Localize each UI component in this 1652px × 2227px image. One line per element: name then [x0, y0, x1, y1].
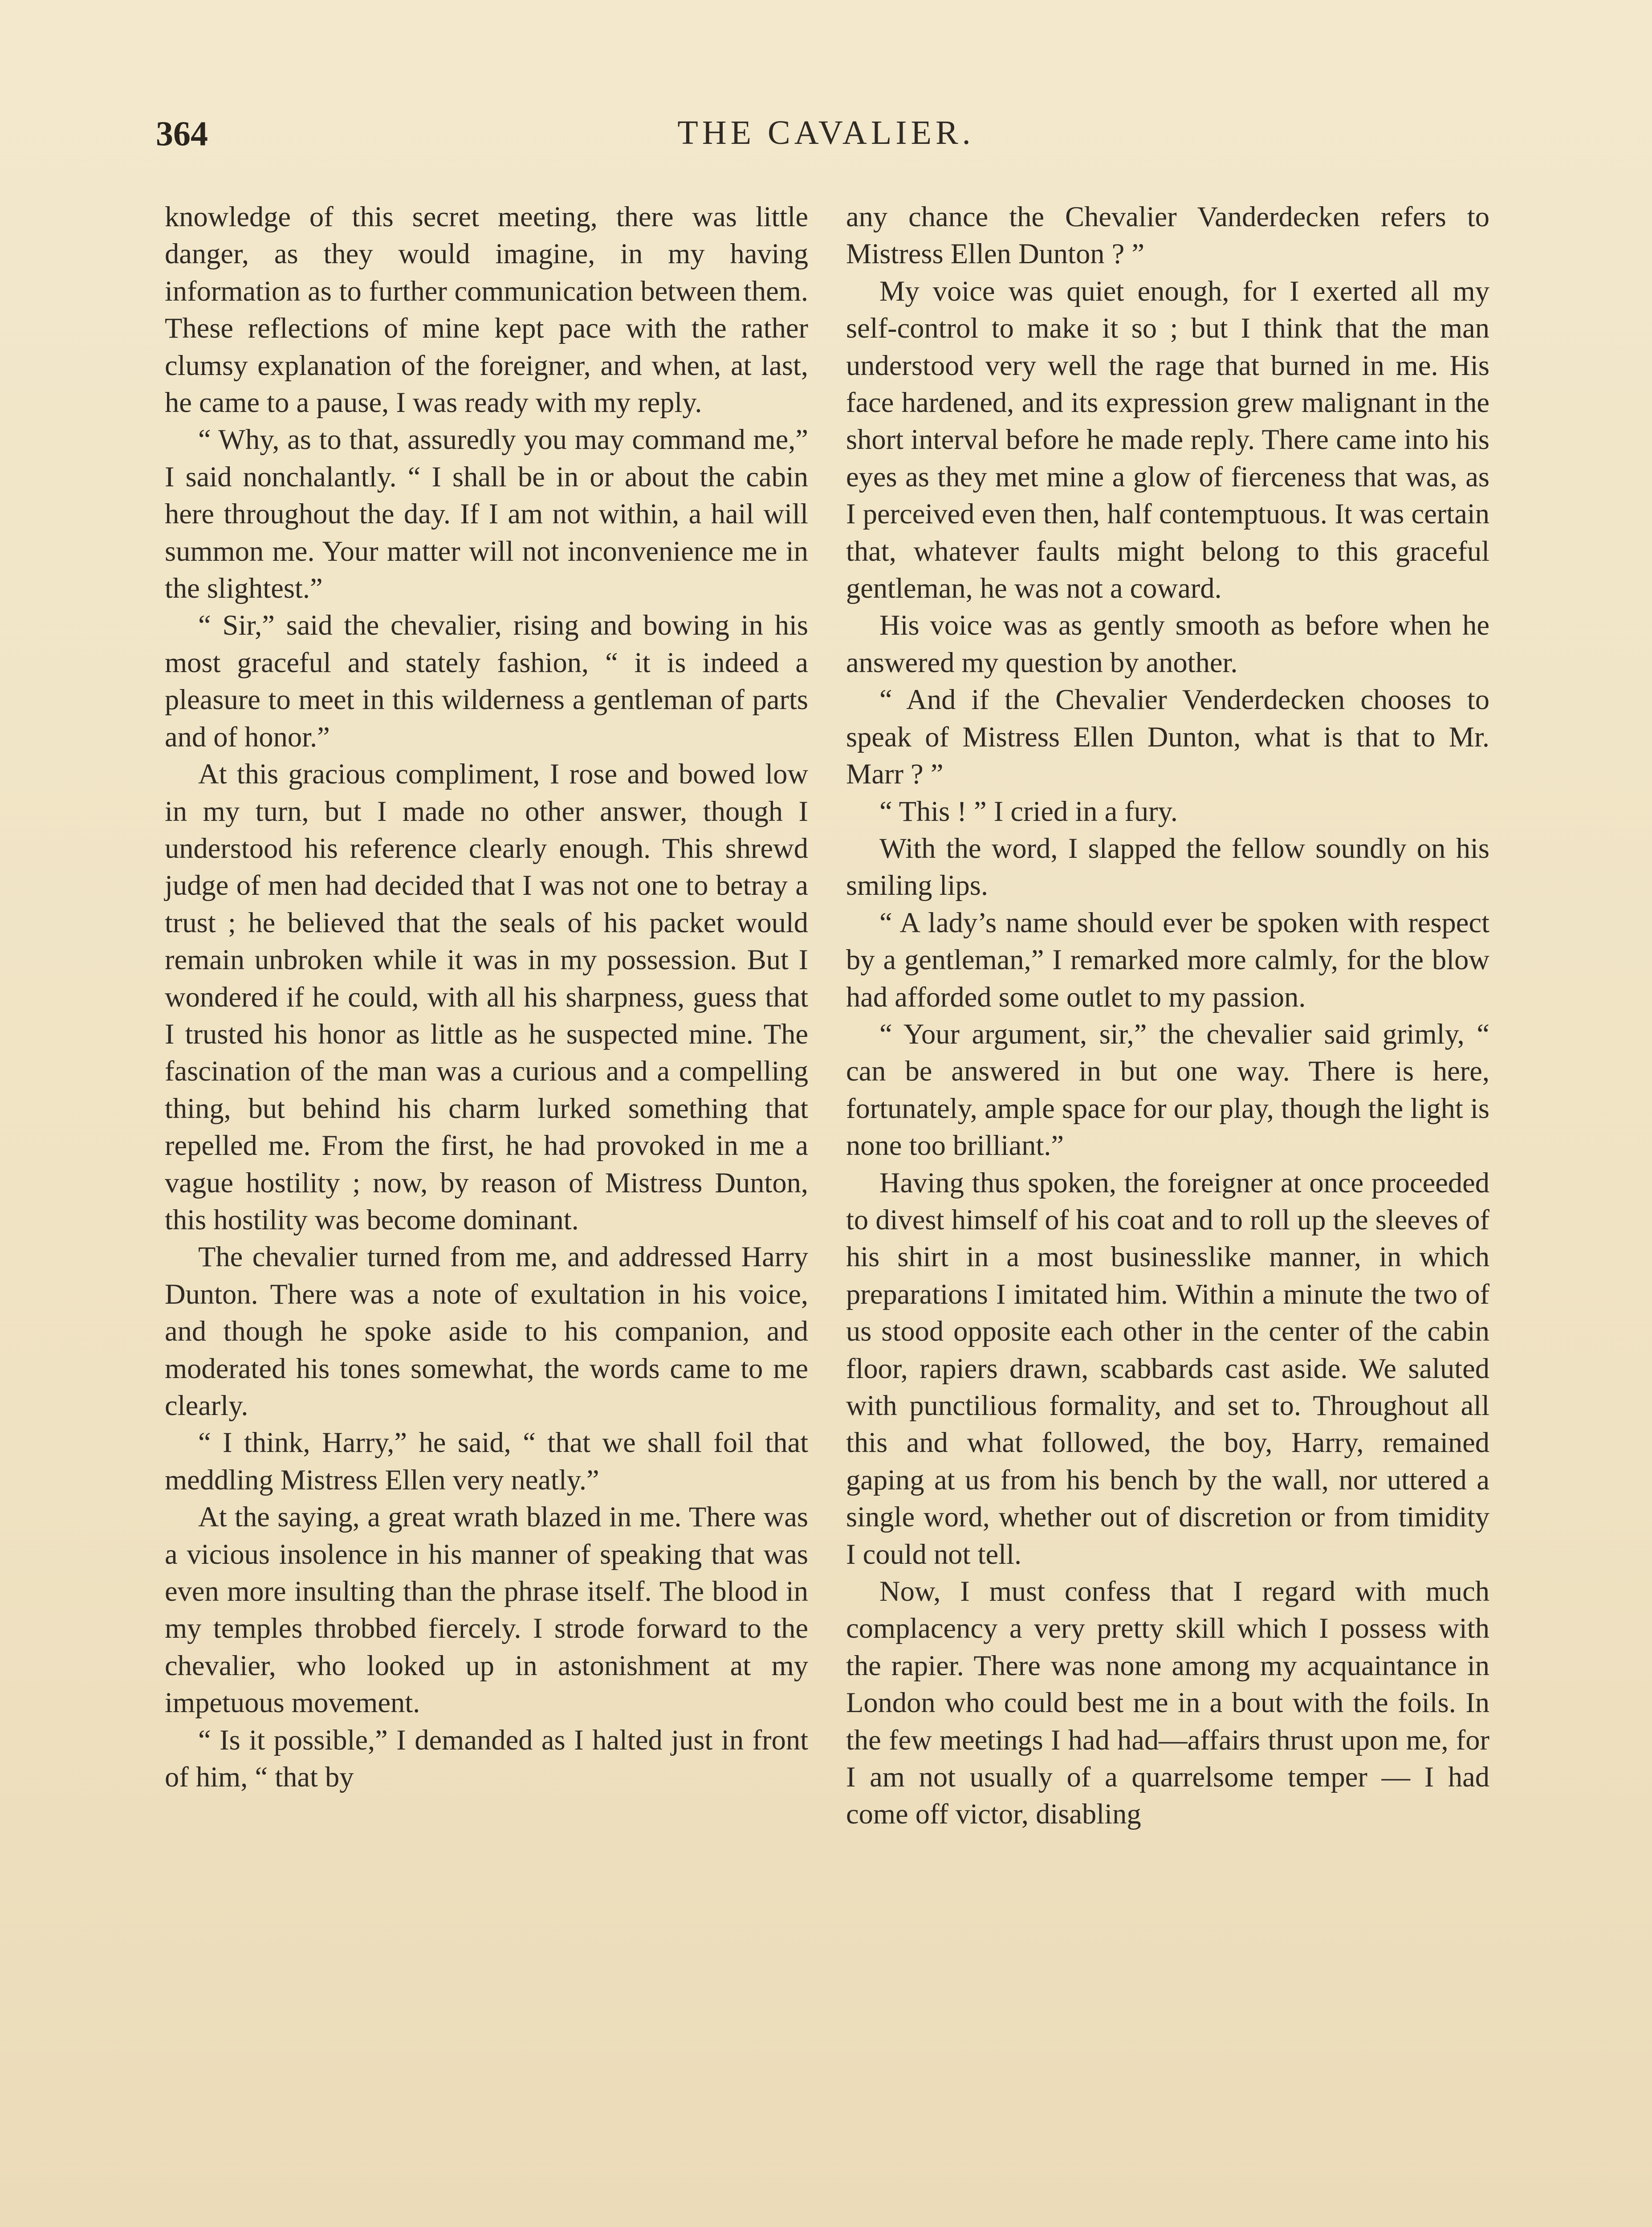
right-column: [846, 198, 1489, 1833]
paragraph: “ This ! ” I cried in a fury.: [879, 795, 1178, 827]
paragraph: “ Why, as to that, assuredly you may command me,” I said nonchalantly. “ I shall be in or about the cabin here throughout the day. If I am not within, a hail will summon me. Your matter will not inconvenience me in the slightest.”: [165, 424, 808, 604]
paragraph: knowledge of this secret meeting, there was little danger, as they would imagine, in my having information as to further communication between them. These reflections of mine kept pace with the rather clumsy explanation of the foreigner, and when, at last, he came to a pause, I was ready with my reply.: [165, 201, 808, 419]
running-title: THE CAVALIER.: [677, 114, 975, 151]
left-column: [165, 198, 808, 1795]
paragraph: Now, I must confess that I regard with much complacency a very pretty skill which I possess with the rapier. There was none among my acquaintance in London who could best me in a bout with the foils. In the few meetings I had had—affairs thrust upon me, for I am not usually of a quarrelsome temper — I had come off victor, disabling: [846, 1575, 1489, 1830]
page-number: 364: [156, 114, 208, 153]
paragraph: At the saying, a great wrath blazed in me. There was a vicious insolence in his manner of speaking that was even more insulting than the phrase itself. The blood in my temples throbbed fiercely. I strode forward to the chevalier, who looked up in astonishment at my impetuous movement.: [165, 1501, 808, 1719]
paragraph: any chance the Chevalier Vanderdecken refers to Mistress Ellen Dunton ? ”: [846, 201, 1489, 270]
paragraph: His voice was as gently smooth as before when he answered my question by another.: [846, 609, 1489, 678]
paragraph: The chevalier turned from me, and addressed Harry Dunton. There was a note of exultation in his voice, and though he spoke aside to his companion, and moderated his tones somewhat, the words came to me clearly.: [165, 1241, 808, 1421]
page-header: [156, 114, 1496, 167]
paragraph: My voice was quiet enough, for I exerted all my self-control to make it so ; but I think that the man understood very well the rage that burned in me. His face hardened, and its expression grew malignant in the short interval before he made reply. There came into his eyes as they met mine a glow of fierceness that was, as I perceived even then, half contemptuous. It was certain that, whatever faults might belong to this graceful gentleman, he was not a coward.: [846, 275, 1489, 604]
paragraph: “ Is it possible,” I demanded as I halted just in front of him, “ that by: [165, 1724, 808, 1793]
paragraph: Having thus spoken, the foreigner at once proceeded to divest himself of his coat and to roll up the sleeves of his shirt in a most businesslike manner, in which preparations I imitated him. Within a minute the two of us stood opposite each other in the center of the cabin floor, rapiers drawn, scabbards cast aside. We saluted with punctilious formality, and set to. Throughout all this and what followed, the boy, Harry, remained gaping at us from his bench by the wall, nor uttered a single word, whether out of discretion or from timidity I could not tell.: [846, 1167, 1489, 1570]
paragraph: “ I think, Harry,” he said, “ that we shall foil that meddling Mistress Ellen very neatly.”: [165, 1427, 808, 1496]
paragraph: “ Sir,” said the chevalier, rising and bowing in his most graceful and stately fashion, “ it is indeed a pleasure to meet in this wilderness a gentleman of parts and of honor.”: [165, 609, 808, 753]
paragraph: “ Your argument, sir,” the chevalier said grimly, “ can be answered in but one way. There is here, fortunately, ample space for our play, though the light is none too brilliant.”: [846, 1018, 1489, 1162]
paragraph: “ A lady’s name should ever be spoken with respect by a gentleman,” I remarked more calmly, for the blow had afforded some outlet to my passion.: [846, 906, 1489, 1013]
paragraph: “ And if the Chevalier Venderdecken chooses to speak of Mistress Ellen Dunton, what is that to Mr. Marr ? ”: [846, 684, 1489, 790]
paragraph: With the word, I slapped the fellow soundly on his smiling lips.: [846, 832, 1489, 901]
paragraph: At this gracious compliment, I rose and bowed low in my turn, but I made no other answer, though I understood his reference clearly enough. This shrewd judge of men had decided that I was not one to betray a trust ; he believed that the seals of his packet would remain unbroken while it was in my possession. But I wondered if he could, with all his sharpness, guess that I trusted his honor as little as he suspected mine. The fascination of the man was a curious and a compelling thing, but behind his charm lurked something that repelled me. From the first, he had provoked in me a vague hostility ; now, by reason of Mistress Dunton, this hostility was become dominant.: [165, 758, 808, 1236]
